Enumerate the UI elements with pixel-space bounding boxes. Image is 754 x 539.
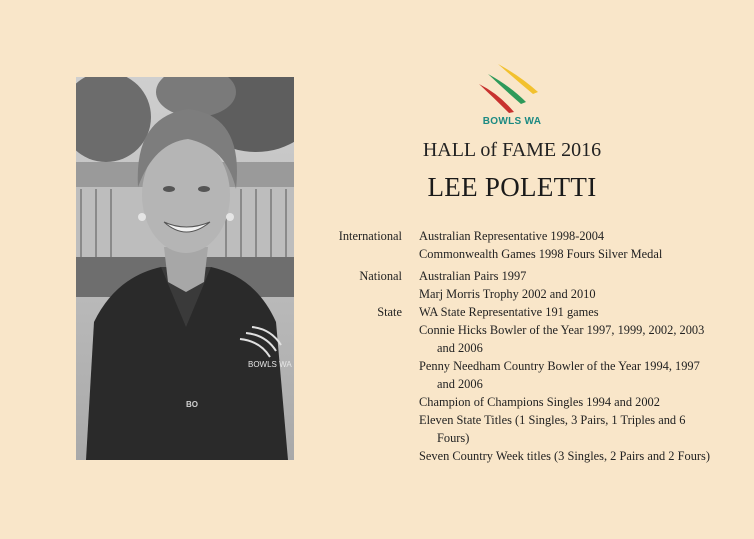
- section-label: International: [338, 229, 402, 243]
- section-national: [300, 267, 740, 303]
- logo-text: BOWLS WA: [482, 116, 542, 127]
- achievement-item: Champion of Champions Singles 1994 and 2002: [419, 395, 660, 409]
- portrait-illustration: [76, 77, 294, 460]
- portrait-photo: [76, 77, 294, 460]
- logo-swoosh-icon: [472, 58, 552, 116]
- inductee-name: LEE POLETTI: [427, 172, 597, 202]
- section-state: [300, 303, 740, 465]
- section-label: National: [359, 269, 402, 283]
- hall-of-fame-title: HALL of FAME 2016: [422, 139, 602, 161]
- achievement-item: Connie Hicks Bowler of the Year 1997, 1999, 2002, 2003 and 2006: [419, 323, 705, 355]
- achievement-item: Australian Representative 1998-2004: [419, 229, 605, 243]
- achievement-item: WA State Representative 191 games: [419, 305, 599, 319]
- jacket-logo-text: BOWLS WA: [248, 360, 292, 369]
- bowls-wa-logo: [472, 58, 552, 128]
- achievement-item: Seven Country Week titles (3 Singles, 2 Pairs and 2 Fours): [419, 449, 710, 463]
- achievement-item: Penny Needham Country Bowler of the Year 1994, 1997 and 2006: [419, 359, 700, 391]
- section-international: [300, 227, 740, 263]
- jacket-text-partial: BO: [186, 400, 198, 409]
- achievement-item: Commonwealth Games 1998 Fours Silver Medal: [419, 247, 663, 261]
- achievements-list: [300, 227, 740, 469]
- achievement-item: Australian Pairs 1997: [419, 269, 527, 283]
- achievement-item: Eleven State Titles (1 Singles, 3 Pairs, 1 Triples and 6 Fours): [419, 413, 686, 445]
- achievement-item: Marj Morris Trophy 2002 and 2010: [419, 287, 596, 301]
- section-label: State: [377, 305, 402, 319]
